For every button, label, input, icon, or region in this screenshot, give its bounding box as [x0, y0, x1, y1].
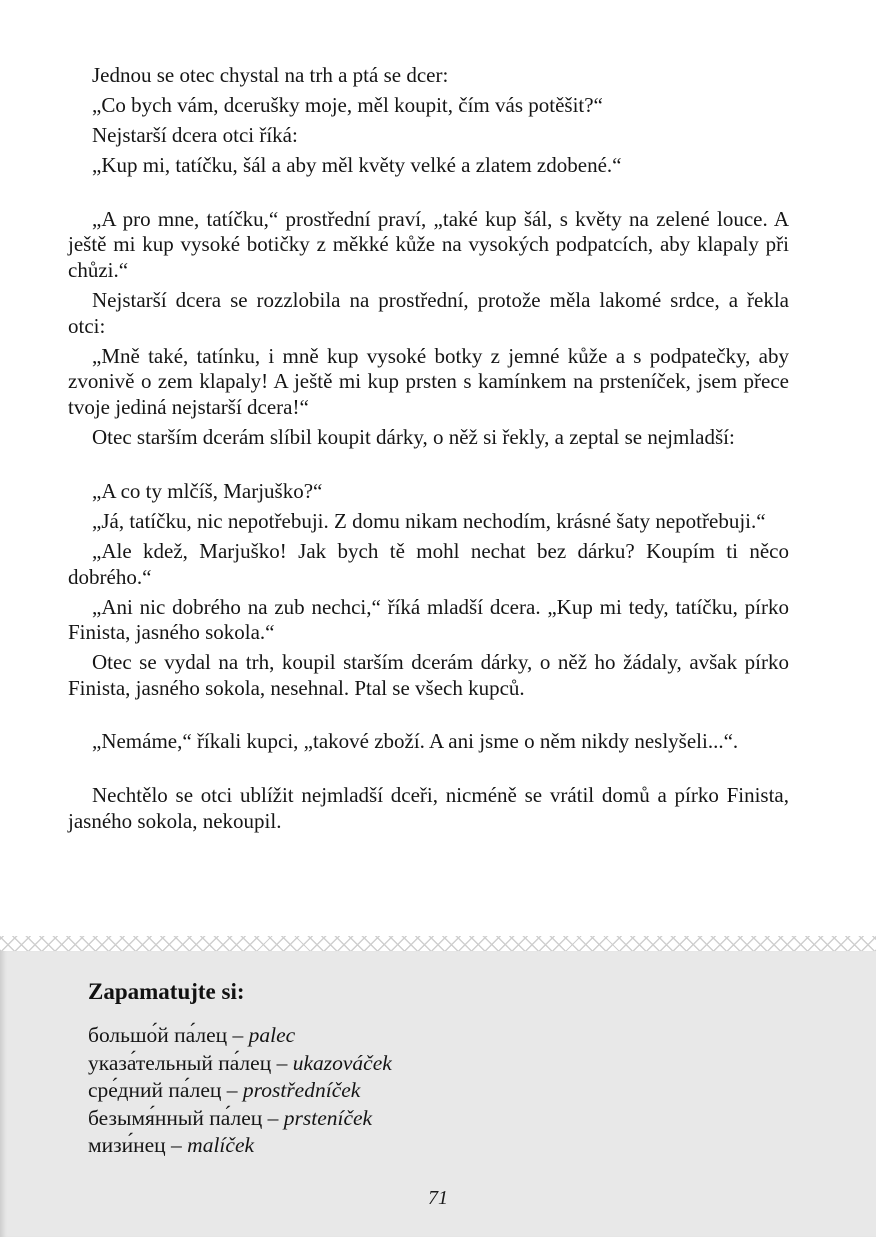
page-number: 71	[428, 1187, 448, 1209]
vocab-item	[88, 1050, 876, 1078]
remember-panel	[0, 951, 876, 1237]
story-paragraph: Otec starším dcerám slíbil koupit dárky, o něž si řekly, a zeptal se nejmladší:	[92, 425, 735, 450]
story-paragraph: Otec se vydal na trh, koupil starším dcerám dárky, o něž ho žádaly, avšak pírko Finista, jasného sokola, nesehnal. Ptal se všech kupců.	[68, 650, 789, 700]
vocab-russian-term: указа́тельный па́лец	[88, 1050, 272, 1075]
vocab-separator: –	[232, 1023, 244, 1047]
vocab-item	[88, 1105, 876, 1133]
vocab-czech-meaning: palec	[248, 1023, 296, 1047]
vocab-separator: –	[226, 1078, 238, 1103]
story-paragraph: „Já, tatíčku, nic nepotřebuji. Z domu nikam nechodím, krásné šaty nepotřebuji.“	[92, 508, 766, 533]
story-text	[68, 63, 789, 839]
vocab-separator: –	[171, 1133, 182, 1158]
story-paragraph: „A pro mne, tatíčku,“ prostřední praví, „také kup šál, s květy na zelené louce. A ještě mi kup vysoké botičky z měkké kůže na vysokých podpatcích, aby klapaly při chůzi.“	[68, 206, 789, 283]
vocab-russian-term: сре́дний па́лец	[88, 1078, 222, 1103]
story-paragraph: „Kup mi, tatíčku, šál a aby měl květy velké a zlatem zdobené.“	[92, 153, 622, 178]
story-paragraph: Nejstarší dcera se rozzlobila na prostřední, protože měla lakomé srdce, a řekla otci:	[68, 288, 789, 338]
vocab-czech-meaning: prostředníček	[242, 1078, 361, 1103]
vocab-list	[88, 1022, 876, 1160]
story-paragraph: „Ani nic dobrého na zub nechci,“ říká mladší dcera. „Kup mi tedy, tatíčku, pírko Finista, jasného sokola.“	[68, 594, 789, 645]
diamond-divider	[0, 936, 876, 951]
vocab-czech-meaning: prsteníček	[283, 1105, 373, 1130]
story-paragraph: „Nemáme,“ říkali kupci, „takové zboží. A ani jsme o něm nikdy neslyšeli...“.	[92, 729, 739, 754]
vocab-item	[88, 1022, 876, 1050]
story-paragraph: „Ale kdež, Marjuško! Jak bych tě mohl nechat bez dárku? Koupím ti něco dobrého.“	[68, 538, 789, 589]
vocab-russian-term: мизи́нец	[88, 1133, 166, 1158]
remember-heading: Zapamatujte si:	[88, 979, 245, 1004]
story-paragraph: „Mně také, tatínku, i mně kup vysoké botky z jemné kůže a s podpatečky, aby zvonivě o zem klapaly! A ještě mi kup prsten s kamínkem na prsteníček, jsem přece tvoje jediná nejstarší dcera!“	[68, 343, 789, 420]
vocab-czech-meaning: ukazováček	[292, 1050, 392, 1075]
vocab-separator: –	[267, 1105, 279, 1130]
vocab-separator: –	[276, 1050, 288, 1075]
story-paragraph: Nechtělo se otci ublížit nejmladší dceři, nicméně se vrátil domů a pírko Finista, jasného sokola, nekoupil.	[68, 783, 789, 833]
story-paragraph: „Co bych vám, dcerušky moje, měl koupit, čím vás potěšit?“	[92, 93, 603, 118]
vocab-russian-term: большо́й па́лец	[88, 1023, 228, 1047]
vocab-czech-meaning: malíček	[187, 1133, 255, 1158]
vocab-item	[88, 1132, 876, 1160]
vocab-item	[88, 1077, 876, 1105]
story-paragraph: „A co ty mlčíš, Marjuško?“	[92, 478, 323, 503]
story-paragraph: Jednou se otec chystal na trh a ptá se dcer:	[92, 63, 449, 87]
vocab-russian-term: безымя́нный па́лец	[88, 1105, 263, 1130]
story-paragraph: Nejstarší dcera otci říká:	[92, 123, 298, 148]
